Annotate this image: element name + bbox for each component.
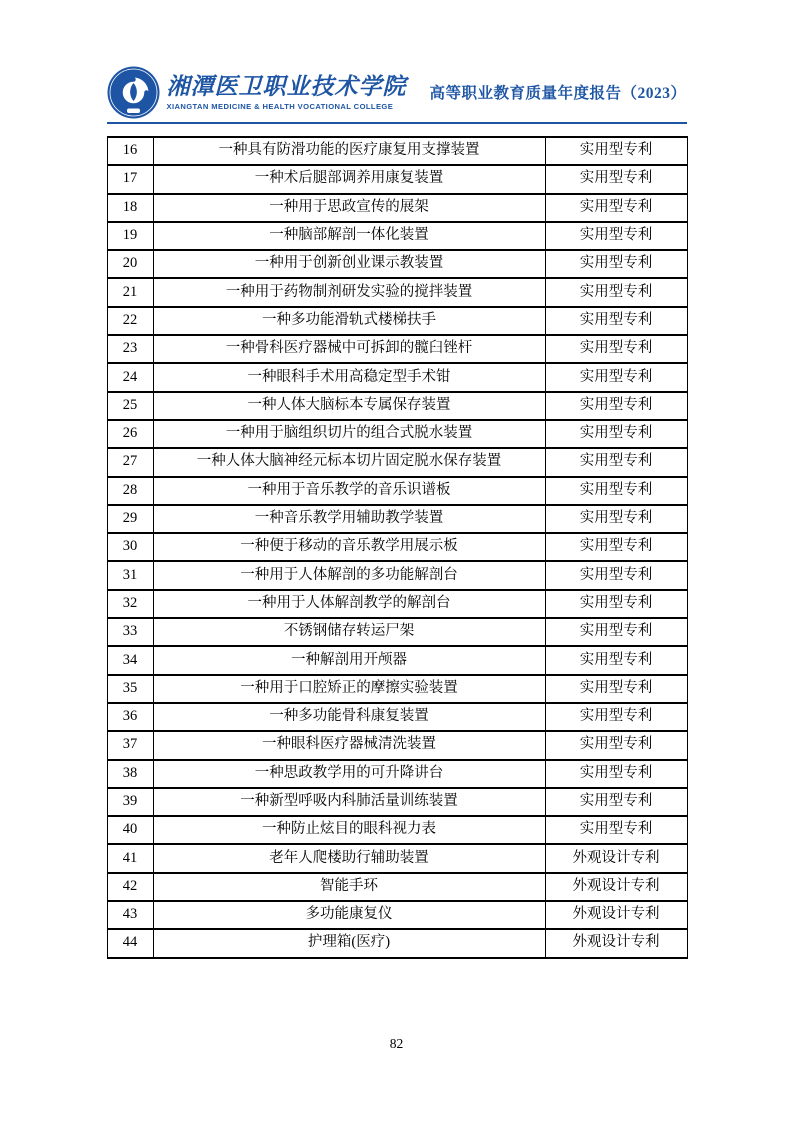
patent-type-cell: 实用型专利 [545, 646, 687, 674]
table-row [107, 703, 687, 731]
row-number-cell: 21 [107, 278, 153, 306]
patent-name-cell: 一种用于音乐教学的音乐识谱板 [153, 477, 545, 505]
patent-type-cell: 实用型专利 [545, 505, 687, 533]
table-row [107, 816, 687, 844]
patent-name-cell: 一种多功能滑轨式楼梯扶手 [153, 307, 545, 335]
patent-name-cell: 一种眼科医疗器械清洗装置 [153, 731, 545, 759]
patent-type-cell: 实用型专利 [545, 590, 687, 618]
patent-name-cell: 一种多功能骨科康复装置 [153, 703, 545, 731]
table-row [107, 901, 687, 929]
patent-type-cell: 实用型专利 [545, 703, 687, 731]
patent-name-cell: 一种人体大脑标本专属保存装置 [153, 392, 545, 420]
table-row [107, 194, 687, 222]
table-row [107, 646, 687, 674]
table-row [107, 505, 687, 533]
patent-name-cell: 一种新型呼吸内科肺活量训练装置 [153, 788, 545, 816]
patent-name-cell: 一种具有防滑功能的医疗康复用支撑装置 [153, 137, 545, 165]
college-brand [107, 66, 407, 119]
patent-type-cell: 外观设计专利 [545, 929, 687, 957]
row-number-cell: 32 [107, 590, 153, 618]
row-number-cell: 41 [107, 844, 153, 872]
row-number-cell: 40 [107, 816, 153, 844]
row-number-cell: 34 [107, 646, 153, 674]
college-name-block [167, 74, 407, 111]
patent-name-cell: 一种用于人体解剖的多功能解剖台 [153, 561, 545, 589]
patent-type-cell: 实用型专利 [545, 561, 687, 589]
patent-type-cell: 实用型专利 [545, 335, 687, 363]
patent-type-cell: 实用型专利 [545, 731, 687, 759]
row-number-cell: 35 [107, 675, 153, 703]
patent-type-cell: 外观设计专利 [545, 901, 687, 929]
patent-name-cell: 一种音乐教学用辅助教学装置 [153, 505, 545, 533]
patent-name-cell: 一种用于创新创业课示教装置 [153, 250, 545, 278]
row-number-cell: 33 [107, 618, 153, 646]
patent-name-cell: 一种解剖用开颅器 [153, 646, 545, 674]
patent-name-cell: 智能手环 [153, 873, 545, 901]
patent-name-cell: 一种思政教学用的可升降讲台 [153, 760, 545, 788]
patent-name-cell: 一种眼科手术用高稳定型手术钳 [153, 363, 545, 391]
table-row [107, 335, 687, 363]
table-row [107, 590, 687, 618]
row-number-cell: 23 [107, 335, 153, 363]
row-number-cell: 31 [107, 561, 153, 589]
row-number-cell: 16 [107, 137, 153, 165]
table-row [107, 222, 687, 250]
college-name-cn: 湘潭医卫职业技术学院 [166, 73, 407, 99]
patent-name-cell: 一种防止炫目的眼科视力表 [153, 816, 545, 844]
table-row [107, 873, 687, 901]
patent-name-cell: 老年人爬楼助行辅助装置 [153, 844, 545, 872]
patent-name-cell: 一种用于思政宣传的展架 [153, 194, 545, 222]
row-number-cell: 19 [107, 222, 153, 250]
patent-name-cell: 多功能康复仪 [153, 901, 545, 929]
row-number-cell: 18 [107, 194, 153, 222]
table-row [107, 420, 687, 448]
row-number-cell: 43 [107, 901, 153, 929]
patent-type-cell: 外观设计专利 [545, 873, 687, 901]
patent-type-cell: 实用型专利 [545, 533, 687, 561]
page-header [107, 64, 687, 120]
patent-name-cell: 一种用于脑组织切片的组合式脱水装置 [153, 420, 545, 448]
patent-name-cell: 一种用于口腔矫正的摩擦实验装置 [153, 675, 545, 703]
patent-name-cell: 一种便于移动的音乐教学用展示板 [153, 533, 545, 561]
report-title: 高等职业教育质量年度报告（2023） [429, 85, 687, 102]
table-row [107, 788, 687, 816]
patent-name-cell: 不锈钢储存转运尸架 [153, 618, 545, 646]
table-row [107, 675, 687, 703]
row-number-cell: 26 [107, 420, 153, 448]
row-number-cell: 30 [107, 533, 153, 561]
patent-type-cell: 实用型专利 [545, 788, 687, 816]
patent-type-cell: 实用型专利 [545, 250, 687, 278]
table-row [107, 278, 687, 306]
row-number-cell: 22 [107, 307, 153, 335]
table-row [107, 165, 687, 193]
patent-type-cell: 外观设计专利 [545, 844, 687, 872]
table-row [107, 844, 687, 872]
patent-name-cell: 一种术后腿部调养用康复装置 [153, 165, 545, 193]
row-number-cell: 27 [107, 448, 153, 476]
college-logo-icon [107, 66, 160, 119]
patent-name-cell: 一种脑部解剖一体化装置 [153, 222, 545, 250]
table-row [107, 363, 687, 391]
patent-type-cell: 实用型专利 [545, 194, 687, 222]
patent-type-cell: 实用型专利 [545, 760, 687, 788]
patent-type-cell: 实用型专利 [545, 307, 687, 335]
patent-type-cell: 实用型专利 [545, 222, 687, 250]
row-number-cell: 38 [107, 760, 153, 788]
page-footer [0, 1036, 793, 1052]
table-row [107, 561, 687, 589]
patent-type-cell: 实用型专利 [545, 392, 687, 420]
patent-name-cell: 一种用于药物制剂研发实验的搅拌装置 [153, 278, 545, 306]
row-number-cell: 42 [107, 873, 153, 901]
patent-type-cell: 实用型专利 [545, 675, 687, 703]
row-number-cell: 24 [107, 363, 153, 391]
row-number-cell: 36 [107, 703, 153, 731]
row-number-cell: 37 [107, 731, 153, 759]
row-number-cell: 20 [107, 250, 153, 278]
college-name-en: XIANGTAN MEDICINE & HEALTH VOCATIONAL COLLEGE [166, 101, 394, 111]
patent-table [107, 136, 688, 959]
patent-type-cell: 实用型专利 [545, 420, 687, 448]
patent-name-cell: 一种骨科医疗器械中可拆卸的髋臼锉杆 [153, 335, 545, 363]
table-row [107, 250, 687, 278]
patent-type-cell: 实用型专利 [545, 278, 687, 306]
row-number-cell: 25 [107, 392, 153, 420]
patent-type-cell: 实用型专利 [545, 477, 687, 505]
row-number-cell: 17 [107, 165, 153, 193]
table-row [107, 618, 687, 646]
patent-type-cell: 实用型专利 [545, 165, 687, 193]
header-divider [107, 122, 687, 124]
patent-type-cell: 实用型专利 [545, 816, 687, 844]
table-row [107, 392, 687, 420]
table-row [107, 137, 687, 165]
patent-type-cell: 实用型专利 [545, 448, 687, 476]
patent-type-cell: 实用型专利 [545, 618, 687, 646]
table-row [107, 760, 687, 788]
table-row [107, 448, 687, 476]
row-number-cell: 28 [107, 477, 153, 505]
patent-name-cell: 护理箱(医疗) [153, 929, 545, 957]
row-number-cell: 44 [107, 929, 153, 957]
patent-name-cell: 一种人体大脑神经元标本切片固定脱水保存装置 [153, 448, 545, 476]
table-row [107, 307, 687, 335]
patent-name-cell: 一种用于人体解剖教学的解剖台 [153, 590, 545, 618]
table-row [107, 477, 687, 505]
patent-type-cell: 实用型专利 [545, 363, 687, 391]
table-row [107, 731, 687, 759]
patent-type-cell: 实用型专利 [545, 137, 687, 165]
table-row [107, 533, 687, 561]
table-row [107, 929, 687, 957]
page-number: 82 [389, 1036, 404, 1051]
patent-table-body [107, 137, 687, 958]
row-number-cell: 39 [107, 788, 153, 816]
row-number-cell: 29 [107, 505, 153, 533]
